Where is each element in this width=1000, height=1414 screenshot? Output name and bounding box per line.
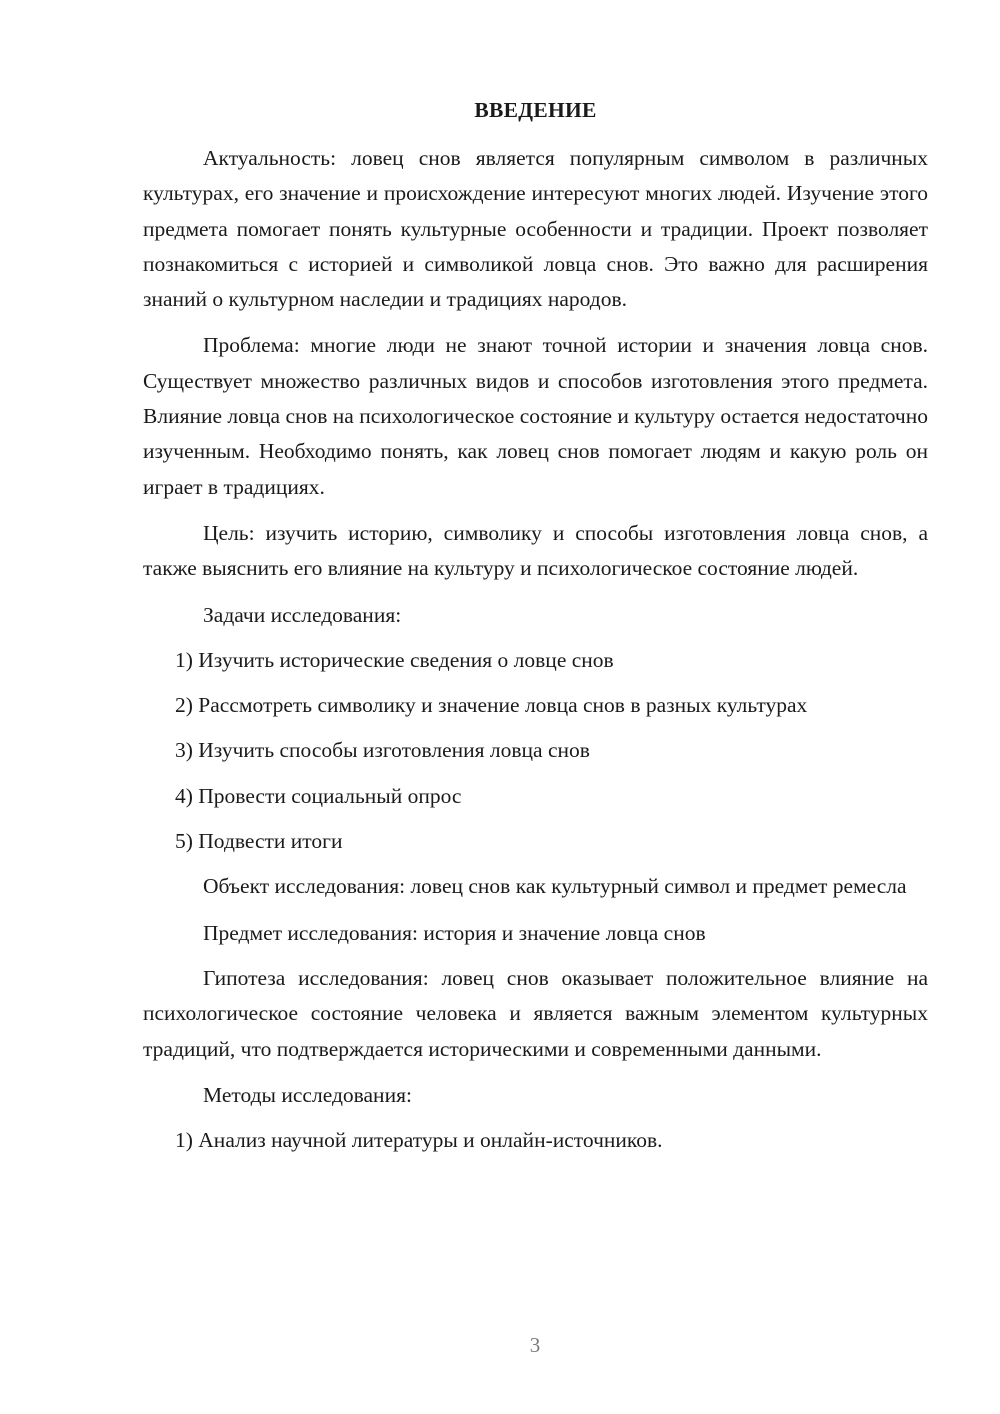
task-item-3: 3) Изучить способы изготовления ловца снов [175, 738, 590, 763]
relevance-paragraph: Актуальность: ловец снов является популярным символом в различных культурах, его значение и происхождение интересуют многих людей. Изучение этого предмета помогает понять культурные особенности и традиции. Проект позволяет познакомиться с историей и символикой ловца снов. Это важно для расширения знаний о культурном наследии и традициях народов. [143, 146, 928, 312]
page-number: 3 [529, 1333, 541, 1357]
document-page [143, 93, 928, 1168]
object-paragraph: Объект исследования: ловец снов как культурный символ и предмет ремесла [203, 874, 907, 899]
hypothesis-paragraph: Гипотеза исследования: ловец снов оказывает положительное влияние на психологическое состояние человека и является важным элементом культурных традиций, что подтверждается историческими и современными данными. [143, 965, 928, 1061]
method-item-1: 1) Анализ научной литературы и онлайн-источников. [175, 1128, 663, 1153]
tasks-heading: Задачи исследования: [203, 602, 402, 627]
task-item-1: 1) Изучить исторические сведения о ловце снов [175, 647, 614, 672]
goal-paragraph: Цель: изучить историю, символику и способы изготовления ловца снов, а также выяснить его влияние на культуру и психологическое состояние людей. [143, 520, 928, 581]
task-item-2: 2) Рассмотреть символику и значение ловца снов в разных культурах [175, 693, 808, 718]
methods-heading: Методы исследования: [203, 1082, 412, 1107]
task-item-4: 4) Провести социальный опрос [175, 783, 462, 808]
task-item-5: 5) Подвести итоги [175, 829, 343, 854]
problem-paragraph: Проблема: многие люди не знают точной истории и значения ловца снов. Существует множество различных видов и способов изготовления этого предмета. Влияние ловца снов на психологическое состояние и культуру остается недостаточно изученным. Необходимо понять, как ловец снов помогает людям и какую роль он играет в традициях. [143, 333, 928, 499]
page-title: ВВЕДЕНИЕ [474, 98, 597, 122]
subject-paragraph: Предмет исследования: история и значение ловца снов [203, 920, 706, 945]
